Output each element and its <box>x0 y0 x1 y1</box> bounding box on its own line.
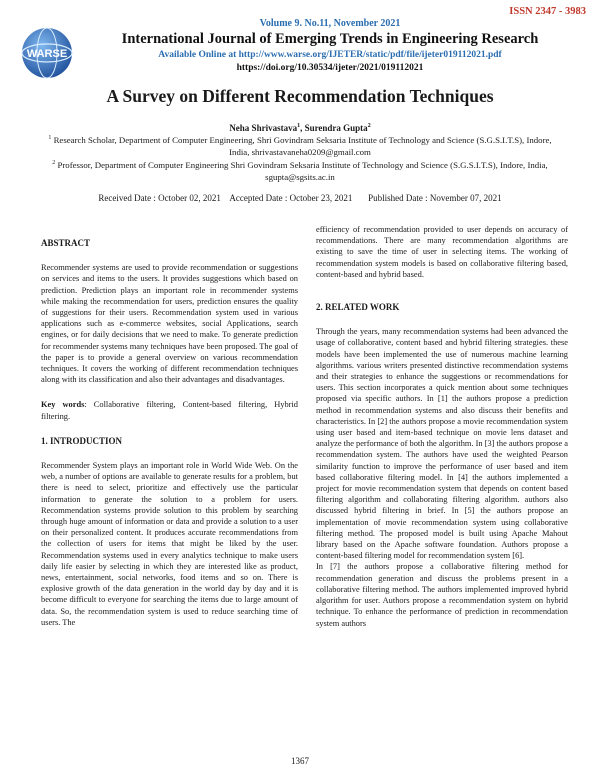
introduction-text: Recommender System plays an important role in World Wide Web. On the web, a number of options are available to generate results for a problem, but there is need to select, prioritize and effectively use the particular information to generate the solution to a problem for users. Recommendation systems provide solution to this problem by searching through huge amount of information or data and provide a solution to a user on their personalized content. It produces accurate recommendations from the collection of users for items that might be liked by the user. Recommendation systems used in every analytics technique to make users daily life easier by selecting in which they are interested like as product, news, entertainment, social networks, food items and so on. There is explosive growth of the data generation in the world day by day and it is become difficult to everyone for searching the items due to large amount of data. So, the recommendation system is used to reduce searching time of users. The <box>41 461 298 627</box>
abstract-text: Recommender systems are used to provide recommendation or suggestions on services and items to the users. It provides suggestions which based on prediction. Prediction plays an important role in recommender systems while making the recommendation for users, prediction ensures the quality of suggestions for their users. Recommendation system used in various applications such as e-commerce websites, social Applications, search engines, or for daily decisions that we need to make. To generate prediction for recommender systems many techniques have been proposed. The goal of the paper is to provide a general overview on various recommendation techniques. It covers the working of different recommendation techniques along with its classification and also their advantages and disadvantages. <box>41 263 298 385</box>
available-online-link[interactable]: Available Online at http://www.warse.org/IJETER/static/pdf/file/ijeter019112021.pdf <box>158 50 502 60</box>
right-column <box>316 224 568 635</box>
related-work-paragraph-1: Through the years, many recommendation systems had been advanced the usage of collaborative, content based and hybrid filtering strategies. these models have been implemented the use of numerous machine learning algorithms. various writers presented distinctive recommendation systems and their strategies to enhance the suggestions or recommendations for users. This section incorporates a quick mention about some techniques proposed via specific authors. In [1] the authors propose a prediction method in recommendation systems and also discuss their benefits and characteristics. In [2] the authors propose a movie recommendation system using user based and item-based technique on movie lens dataset and analyze the performance of both the algorithm. In [3] the authors propose a recommendation system. The authors have used the weighted Pearson similarity function to improve the performance of user based and item based collaborative filtering model. In [4] the authors implemented a project for movie recommendation system that depends on content based filtering algorithm and collaborating filtering algorithm. authors also discussed hybrid filtering in brief. In [5] the authors propose an implementation of movie recommendation system using collaborative filtering method. The proposed model is built using Apache Mahout library based on the Apache software foundation. Authors propose a content-based filtering model for recommendation system [6]. <box>316 327 568 561</box>
accepted-date: Accepted Date : October 23, 2021 <box>229 193 353 203</box>
keywords-label: Key words <box>41 400 85 410</box>
affiliation-1 <box>40 132 560 159</box>
author-2: Surendra Gupta <box>304 123 368 133</box>
dates-line <box>40 192 560 205</box>
continued-text: efficiency of recommendation provided to user depends on accuracy of recommendations. There are many recommendation algorithms are existing to save the time of user in selecting items. The working of recommendation system models is based on collaborative filtering based, content-based and hybrid based. <box>316 225 568 279</box>
abstract-heading: ABSTRACT <box>41 238 91 248</box>
related-work-heading: 2. RELATED WORK <box>316 302 400 313</box>
paper-title: A Survey on Different Recommendation Techniques <box>106 86 494 106</box>
affiliation-2-sup: 2 <box>52 160 56 166</box>
author-1: Neha Shrivastava <box>229 123 298 133</box>
affiliation-2-text: Professor, Department of Computer Engineering Shri Govindram Seksaria Institute of Technology and Science (S.G.S.I.T.S), Indore, India, sgupta@sgsits.ac.in <box>57 159 548 183</box>
logo-text: WARSE <box>26 48 68 60</box>
keywords-line <box>41 399 298 421</box>
keywords-text: : Collaborative filtering, Content-based filtering, Hybrid filtering. <box>41 400 298 421</box>
left-column <box>41 230 298 634</box>
introduction-heading: 1. INTRODUCTION <box>41 435 123 446</box>
affiliation-1-sup: 1 <box>48 135 52 141</box>
author-separator: , <box>300 123 305 133</box>
author-1-sup: 1 <box>297 123 301 129</box>
journal-name: International Journal of Emerging Trends in Engineering Research <box>121 31 539 47</box>
published-date: Published Date : November 07, 2021 <box>368 193 502 203</box>
doi-link[interactable]: https://doi.org/10.30534/ijeter/2021/019112021 <box>236 63 424 73</box>
affiliation-2 <box>40 157 560 184</box>
issn-label: ISSN 2347 - 3983 <box>509 6 586 17</box>
page-number: 1367 <box>291 756 309 766</box>
volume-line: Volume 9. No.11, November 2021 <box>259 18 401 29</box>
author-2-sup: 2 <box>367 123 371 129</box>
received-date: Received Date : October 02, 2021 <box>98 193 221 203</box>
affiliation-1-text: Research Scholar, Department of Computer Engineering, Shri Govindram Seksaria Institute of Technology and Science (S.G.S.I.T.S), Indore, India, shrivastavaneha0209@gmail.com <box>53 134 552 158</box>
related-work-paragraph-2: In [7] the authors propose a collaborative filtering method for recommendation generation and discuss the problems present in a collaborative filtering method. The authors implemented improved hybrid algorithm for user. Authors propose a recommendation system on hybrid technique. To enhance the performance of prediction in recommendation system authors <box>316 562 568 628</box>
warse-logo <box>20 26 74 80</box>
